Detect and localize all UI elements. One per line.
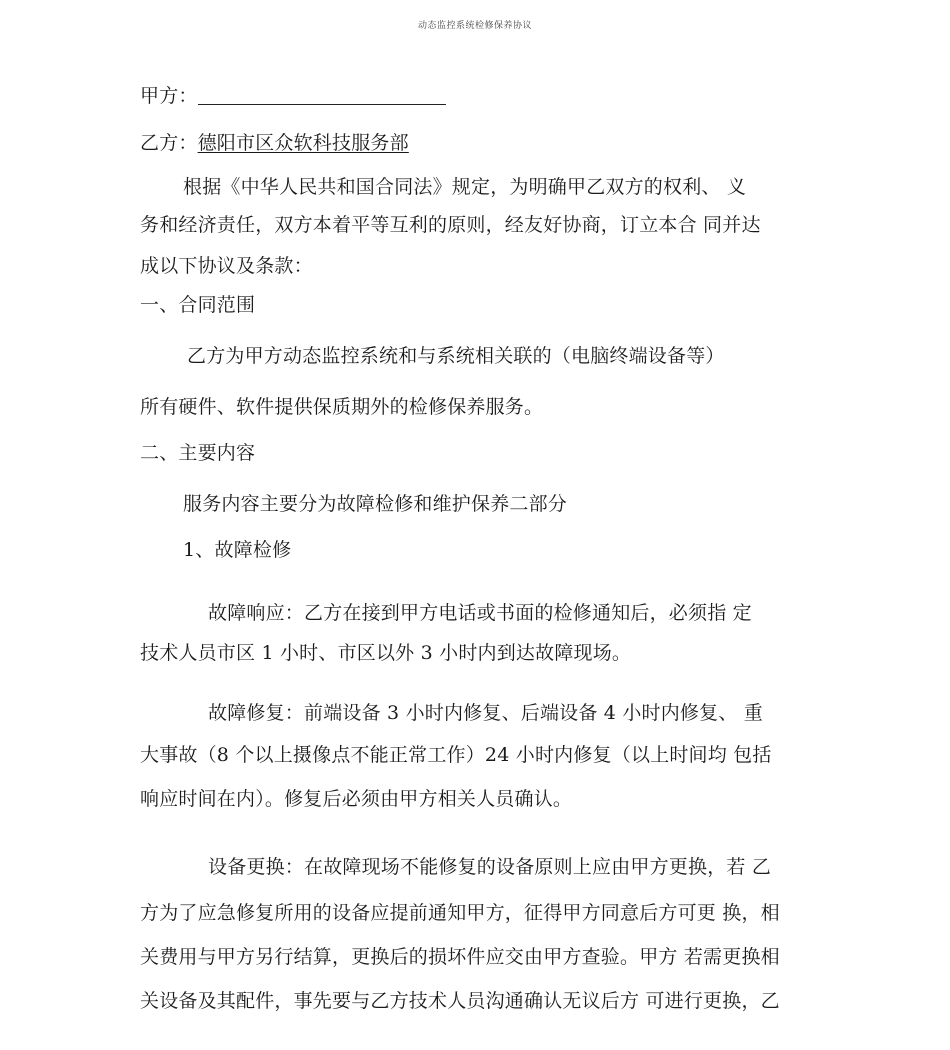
repair-line-1: 故障修复：前端设备 3 小时内修复、后端设备 4 小时内修复、 重	[208, 702, 763, 724]
section1-heading: 一、合同范围	[140, 294, 256, 316]
party-b-line	[140, 131, 820, 155]
replace-line-2: 方为了应急修复所用的设备应提前通知甲方，征得甲方同意后方可更 换，相	[140, 902, 780, 924]
section1-line-1: 乙方为甲方动态监控系统和与系统相关联的（电脑终端设备等）	[187, 345, 725, 367]
intro-line-1: 根据《中华人民共和国合同法》规定，为明确甲乙双方的权利、 义	[183, 176, 747, 198]
intro-line-3: 成以下协议及条款：	[140, 255, 313, 277]
section2-lead: 服务内容主要分为故障检修和维护保养二部分	[183, 493, 568, 515]
repair-line-3: 响应时间在内）。修复后必须由甲方相关人员确认。	[140, 788, 573, 810]
party-b-label: 乙方：	[140, 132, 198, 154]
page-header: 动态监控系统检修保养协议	[417, 21, 532, 31]
section2-sub1: 1、故障检修	[183, 539, 292, 561]
intro-line-2: 务和经济责任，双方本着平等互利的原则，经友好协商，订立本合 同并达	[140, 214, 761, 236]
replace-line-3: 关费用与甲方另行结算，更换后的损坏件应交由甲方查验。甲方 若需更换相	[140, 946, 780, 968]
party-b-name: 德阳市区众软科技服务部	[197, 132, 409, 154]
response-line-2: 技术人员市区 1 小时、市区以外 3 小时内到达故障现场。	[140, 642, 632, 664]
repair-line-2: 大事故（8 个以上摄像点不能正常工作）24 小时内修复（以上时间均 包括	[140, 744, 772, 766]
party-a-line	[140, 84, 820, 108]
section2-heading: 二、主要内容	[140, 442, 256, 464]
section1-line-2: 所有硬件、软件提供保质期外的检修保养服务。	[140, 396, 544, 418]
replace-line-4: 关设备及其配件，事先要与乙方技术人员沟通确认无议后方 可进行更换，乙	[140, 990, 780, 1012]
party-a-blank	[198, 84, 446, 105]
response-line-1: 故障响应：乙方在接到甲方电话或书面的检修通知后，必须指 定	[208, 602, 752, 624]
replace-line-1: 设备更换：在故障现场不能修复的设备原则上应由甲方更换，若 乙	[208, 856, 772, 878]
party-a-label: 甲方：	[140, 85, 198, 107]
